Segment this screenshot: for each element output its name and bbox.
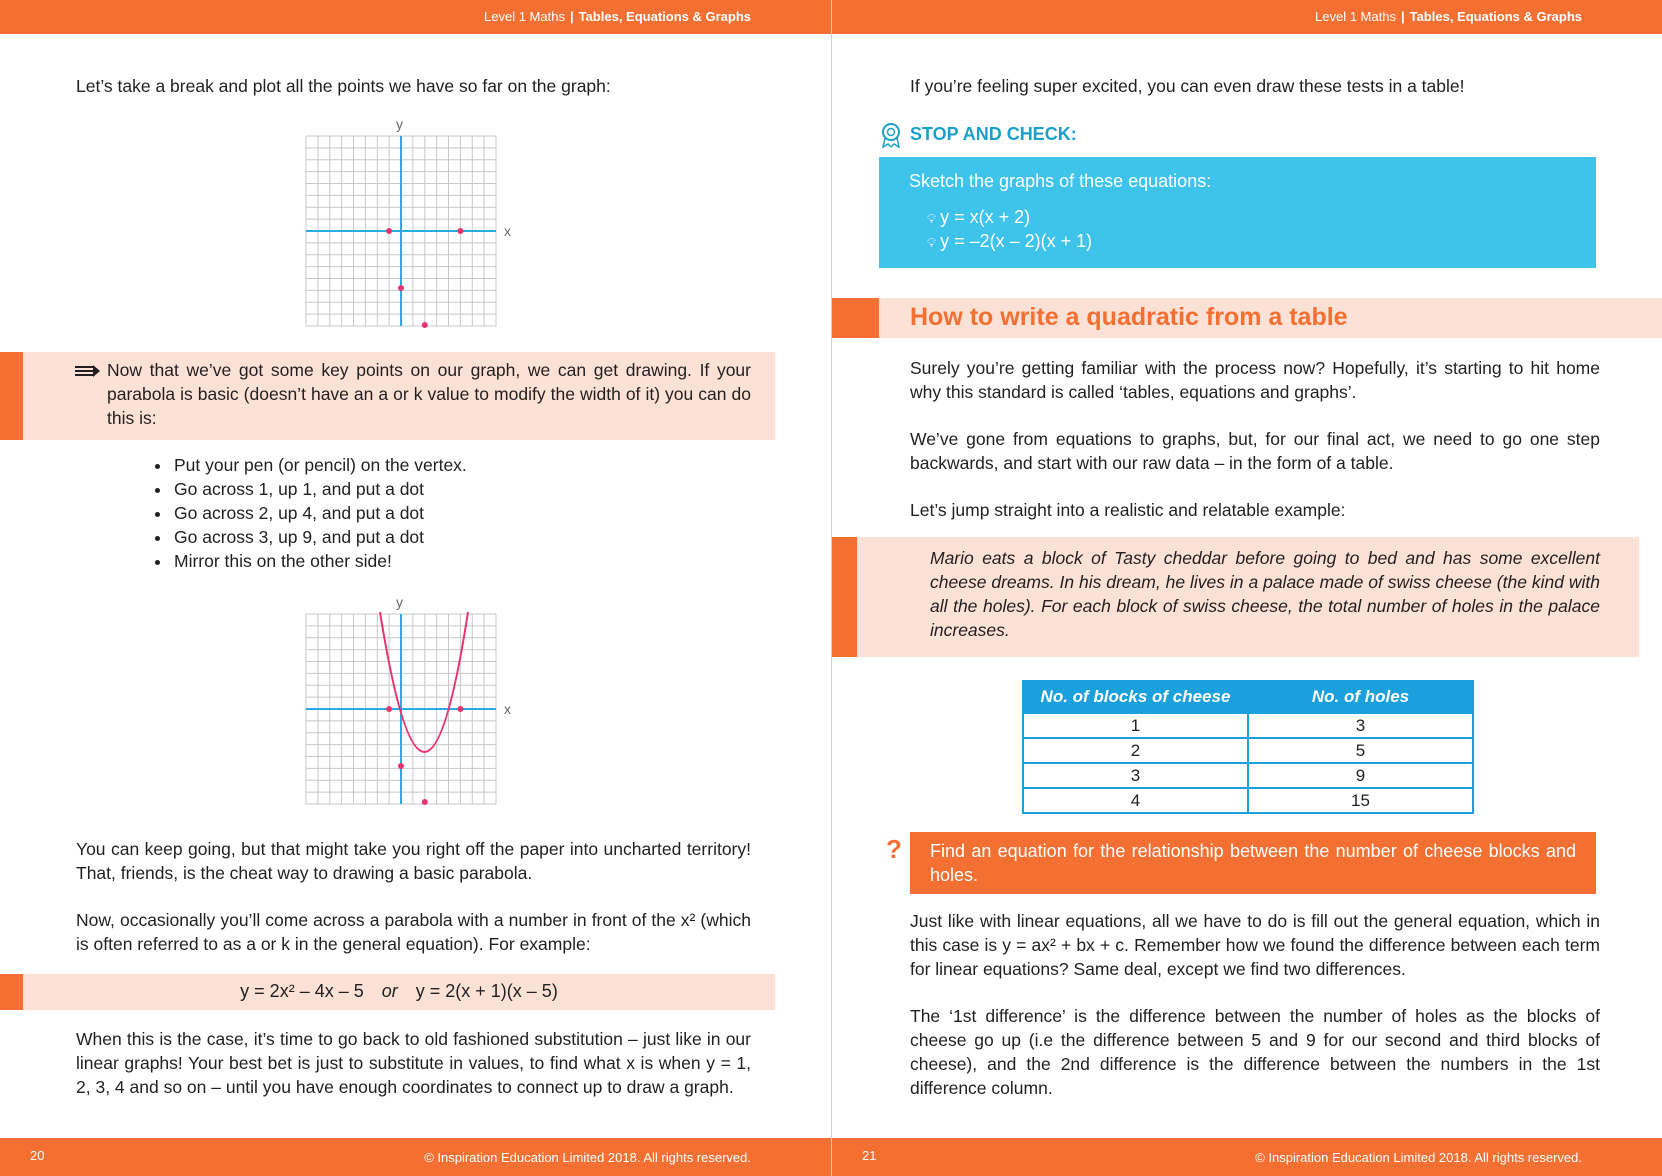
award-ribbon-icon [880,122,902,148]
table-cell: 1 [1023,713,1248,738]
table-row [1023,788,1473,813]
point-vertex [422,322,428,328]
stop-check-lead: Sketch the graphs of these equations: [909,171,1212,191]
point-y-intercept [398,285,404,291]
table-cell: 4 [1023,788,1248,813]
formula-1: y = 2x² – 4x – 5 [240,981,364,1001]
page-header [832,0,1662,34]
stop-check-item [927,207,1030,228]
formula-2: y = 2(x + 1)(x – 5) [415,981,558,1001]
example-formulas [23,981,775,1002]
page-footer [832,1138,1662,1176]
header-separator: | [569,9,574,24]
point-right-root [457,706,463,712]
x-axis-label: x [504,701,511,717]
note-tab [0,352,23,440]
list-item: • Go across 2, up 4, and put a dot [172,501,732,525]
question-text: Find an equation for the relationship between the number of cheese blocks and holes. [930,841,1576,885]
note-text: Now that we’ve got some key points on our graph, we can get drawing. If your parabola is basic (doesn’t have an a or k value to modify the width of it) you can do this is: [107,360,751,428]
page-number: 21 [862,1148,877,1163]
table-cell: 3 [1023,763,1248,788]
list-item: • Go across 3, up 9, and put a dot [172,525,732,549]
example-text: Mario eats a block of Tasty cheddar before going to bed and has some excellent cheese dreams. In his dream, he lives in a palace made of swiss cheese (the kind with all the holes). For each block of swiss cheese, the total number of holes in the palace increases. [930,548,1600,640]
point-left-root [386,228,392,234]
y-axis-label: y [396,594,403,610]
table-row [1023,738,1473,763]
table-header: No. of blocks of cheese [1023,681,1248,713]
pencil-arrow-icon [75,364,101,378]
header-course: Level 1 Maths [1315,9,1396,24]
intro-text: If you’re feeling super excited, you can even draw these tests in a table! [910,76,1465,96]
table-cell: 15 [1248,788,1473,813]
point-right-root [457,228,463,234]
points-graph [296,114,526,332]
paragraph: When this is the case, it’s time to go back to old fashioned substitution – just like in our linear graphs! Your best bet is just to substitute in values, to find what x is when y = 1, 2, 3, 4 and so on – until you have enough coordinates to connect up to draw a graph. [76,1029,751,1097]
cheese-table [1022,680,1474,814]
formula-tab [0,974,23,1010]
x-axis-label: x [504,223,511,239]
table-cell: 3 [1248,713,1473,738]
header-course: Level 1 Maths [484,9,565,24]
copyright: © Inspiration Education Limited 2018. All rights reserved. [424,1150,751,1165]
table-cell: 9 [1248,763,1473,788]
paragraph: Just like with linear equations, all we have to do is fill out the general equation, which in this case is y = ax² + bx + c. Remember how we found the difference between each term for linear equations? Same deal, except we find two differences. [910,911,1600,979]
header-title: Tables, Equations & Graphs [578,9,751,24]
table-cell: 5 [1248,738,1473,763]
page-header [0,0,831,34]
list-item: • Go across 1, up 1, and put a dot [172,477,732,501]
stop-check-box [879,157,1596,268]
question-mark-icon: ? [886,834,902,864]
paragraph: Let’s jump straight into a realistic and relatable example: [910,500,1346,520]
copyright: © Inspiration Education Limited 2018. All rights reserved. [1255,1150,1582,1165]
equation-text: y = x(x + 2) [940,207,1031,227]
equation-text: y = –2(x – 2)(x + 1) [940,231,1093,251]
steps-list [148,453,732,573]
table-cell: 2 [1023,738,1248,763]
y-axis-label: y [396,116,403,132]
stop-check-item [927,231,1092,252]
table-header-row [1023,681,1473,713]
formula-or: or [381,981,398,1001]
point-y-intercept [398,763,404,769]
paragraph: The ‘1st difference’ is the difference between the number of holes as the blocks of cheese go up (i.e the difference between 5 and 9 for our second and third blocks of cheese), and the 2nd difference is the difference between the numbers in the 1st difference column. [910,1006,1600,1098]
example-tab [832,537,857,657]
table-row [1023,713,1473,738]
page-footer [0,1138,831,1176]
paragraph: Now, occasionally you’ll come across a parabola with a number in front of the x² (which is often referred to as a or k in the general equation). For example: [76,910,751,954]
header-title: Tables, Equations & Graphs [1409,9,1582,24]
point-left-root [386,706,392,712]
header-separator: | [1400,9,1405,24]
section-title: How to write a quadratic from a table [910,303,1348,331]
lightbulb-icon: 💡︎ [927,211,937,226]
stop-check-heading: STOP AND CHECK: [910,124,1077,144]
table-header: No. of holes [1248,681,1473,713]
point-vertex [422,799,428,805]
paragraph: We’ve gone from equations to graphs, but, for our final act, we need to go one step backwards, and start with our raw data – in the form of a table. [910,429,1600,473]
lightbulb-icon: 💡︎ [927,235,937,250]
paragraph: You can keep going, but that might take you right off the paper into uncharted territory! That, friends, is the cheat way to drawing a basic parabola. [76,839,751,883]
list-item: • Mirror this on the other side! [172,549,732,573]
intro-text: Let’s take a break and plot all the points we have so far on the graph: [76,76,611,96]
page-number: 20 [30,1148,45,1163]
section-tab [832,298,879,338]
parabola-curve [380,612,468,752]
question-box [910,832,1596,894]
parabola-graph [296,592,526,810]
list-item: • Put your pen (or pencil) on the vertex. [172,453,732,477]
paragraph: Surely you’re getting familiar with the process now? Hopefully, it’s starting to hit home why this standard is called ‘tables, equations and graphs’. [910,358,1600,402]
right-page [831,0,1662,1176]
table-row [1023,763,1473,788]
